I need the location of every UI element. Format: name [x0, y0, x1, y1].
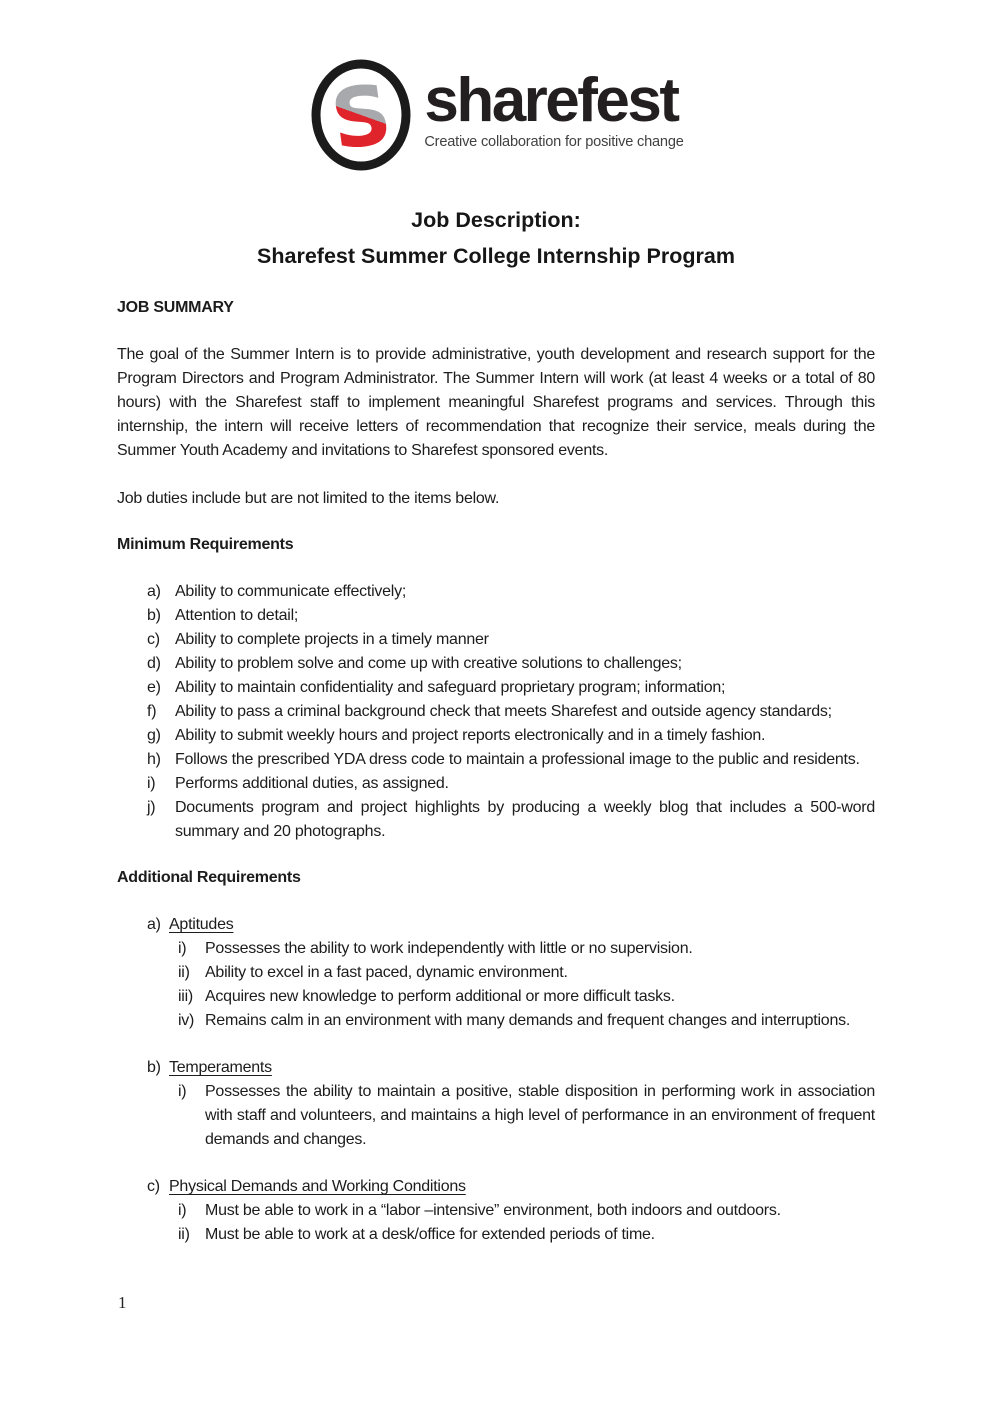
- requirement-item: [117, 772, 875, 796]
- sharefest-logo-icon: [308, 58, 414, 172]
- item-text: Possesses the ability to maintain a positive, stable disposition in performing work in association with staff and volunteers, and maintains a high level of performance in an environment of frequent demands and changes.: [205, 1083, 875, 1148]
- item-text: Documents program and project highlights by producing a weekly blog that includes a 500-word summary and 20 photographs.: [175, 799, 875, 840]
- sub-item: [117, 1080, 875, 1152]
- group-label: b): [147, 1059, 161, 1076]
- item-text: Follows the prescribed YDA dress code to maintain a professional image to the public and residents.: [175, 751, 860, 768]
- item-label: b): [147, 607, 161, 624]
- requirement-item: [117, 700, 875, 724]
- item-text: Ability to pass a criminal background check that meets Sharefest and outside agency standards;: [175, 703, 832, 720]
- item-text: Attention to detail;: [175, 607, 299, 624]
- item-label: g): [147, 727, 161, 744]
- item-text: Ability to problem solve and come up with creative solutions to challenges;: [175, 655, 682, 672]
- document-title: [117, 202, 875, 274]
- section-heading-minimum-requirements: Minimum Requirements: [117, 536, 294, 553]
- document-title-line1: Job Description:: [411, 208, 581, 232]
- requirement-item: [117, 748, 875, 772]
- item-text: Must be able to work in a “labor –intensive” environment, both indoors and outdoors.: [205, 1202, 781, 1219]
- document-title-line2: Sharefest Summer College Internship Program: [257, 244, 735, 268]
- item-text: Ability to maintain confidentiality and safeguard proprietary program; information;: [175, 679, 726, 696]
- sub-item: [117, 961, 875, 985]
- group-title: Aptitudes: [169, 916, 234, 933]
- group-heading: [117, 1175, 875, 1199]
- group-heading: [117, 1056, 875, 1080]
- item-label: h): [147, 751, 161, 768]
- group-label: a): [147, 916, 161, 933]
- requirement-item: [117, 652, 875, 676]
- section-heading-job-summary: JOB SUMMARY: [117, 299, 234, 316]
- item-text: Ability to complete projects in a timely manner: [175, 631, 489, 648]
- requirement-item: [117, 676, 875, 700]
- requirement-item: [117, 580, 875, 604]
- section-heading-additional-requirements: Additional Requirements: [117, 869, 301, 886]
- item-text: Possesses the ability to work independently with little or no supervision.: [205, 940, 693, 957]
- item-label: i): [178, 1083, 187, 1100]
- requirement-group-temperaments: [117, 1056, 875, 1152]
- brand-name: sharefest: [424, 66, 678, 135]
- item-label: j): [147, 799, 156, 816]
- sub-item: [117, 985, 875, 1009]
- group-label: c): [147, 1178, 160, 1195]
- group-heading: [117, 913, 875, 937]
- requirement-item: [117, 724, 875, 748]
- requirement-item: [117, 796, 875, 844]
- logo: [0, 0, 992, 172]
- item-label: ii): [178, 964, 190, 981]
- item-text: Must be able to work at a desk/office for extended periods of time.: [205, 1226, 655, 1243]
- page-number: 1: [118, 1293, 127, 1312]
- item-text: Ability to communicate effectively;: [175, 583, 407, 600]
- requirement-group-physical-demands: [117, 1175, 875, 1247]
- sub-item: [117, 1199, 875, 1223]
- group-title: Temperaments: [169, 1059, 272, 1076]
- item-text: Ability to submit weekly hours and project reports electronically and in a timely fashion.: [175, 727, 766, 744]
- item-label: a): [147, 583, 161, 600]
- item-text: Ability to excel in a fast paced, dynamic environment.: [205, 964, 568, 981]
- item-label: d): [147, 655, 161, 672]
- brand-monogram: S: [325, 66, 398, 170]
- item-label: i): [178, 1202, 187, 1219]
- sub-item: [117, 1223, 875, 1247]
- item-text: Acquires new knowledge to perform additional or more difficult tasks.: [205, 988, 675, 1005]
- item-label: f): [147, 703, 157, 720]
- item-label: i): [147, 775, 156, 792]
- item-text: Performs additional duties, as assigned.: [175, 775, 449, 792]
- item-label: c): [147, 631, 160, 648]
- item-label: i): [178, 940, 187, 957]
- requirement-group-aptitudes: [117, 913, 875, 1033]
- item-label: ii): [178, 1226, 190, 1243]
- logo-text: [424, 58, 683, 150]
- brand-tagline: Creative collaboration for positive change: [424, 133, 684, 150]
- item-text: Remains calm in an environment with many demands and frequent changes and interruptions.: [205, 1012, 851, 1029]
- group-title: Physical Demands and Working Conditions: [169, 1178, 466, 1195]
- item-label: iv): [178, 1012, 195, 1029]
- requirement-item: [117, 628, 875, 652]
- item-label: e): [147, 679, 161, 696]
- job-duties-note: Job duties include but are not limited to the items below.: [117, 490, 500, 507]
- job-summary-paragraph: The goal of the Summer Intern is to provide administrative, youth development and research support for the Program Directors and Program Administrator. The Summer Intern will work (at least 4 weeks or a total of 80 hours) with the Sharefest staff to implement meaningful Sharefest programs and services. Through this internship, the intern will receive letters of recommendation that recognize their service, meals during the Summer Youth Academy and invitations to Sharefest sponsored events.: [117, 346, 875, 459]
- requirement-item: [117, 604, 875, 628]
- minimum-requirements-list: [117, 580, 875, 844]
- sub-item: [117, 937, 875, 961]
- sub-item: [117, 1009, 875, 1033]
- item-label: iii): [178, 988, 193, 1005]
